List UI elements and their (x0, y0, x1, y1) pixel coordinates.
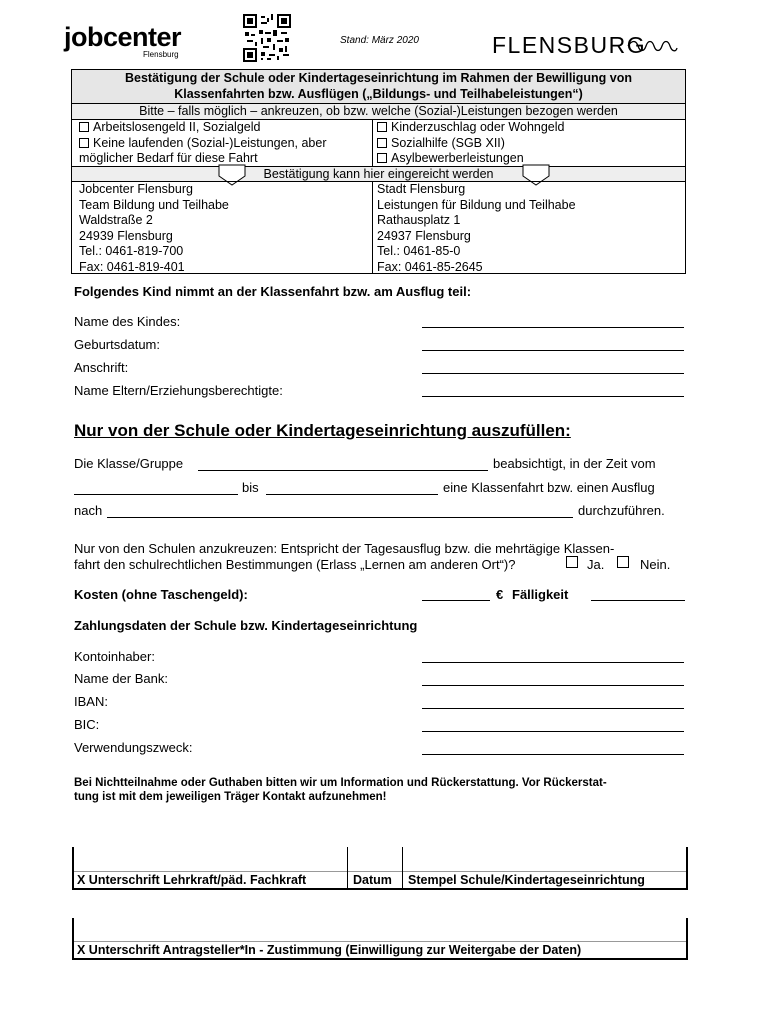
field-line-costs[interactable] (422, 600, 490, 601)
option-asyl[interactable]: Asylbewerberleistungen (377, 151, 565, 167)
applicant-signature-field[interactable]: X Unterschrift Antragsteller*In - Zustimmung (Einwilligung zur Weitergabe der Daten) (77, 943, 582, 957)
currency-label: € (496, 587, 504, 602)
option-alg2[interactable]: Arbeitslosengeld II, Sozialgeld (79, 120, 327, 136)
date-field[interactable]: Datum (353, 873, 392, 887)
tick-question-line2: fahrt den schulrechtlichen Bestimmungen (Erlass „Lernen am anderen Ort“)? (74, 557, 516, 572)
field-line-purpose[interactable] (422, 754, 684, 755)
teacher-signature-field[interactable]: X Unterschrift Lehrkraft/päd. Fachkraft (77, 873, 307, 887)
field-line-destination[interactable] (107, 517, 573, 518)
school-heading: Nur von der Schule oder Kindertageseinrichtung auszufüllen: (74, 421, 571, 440)
field-line-birthdate[interactable] (422, 350, 684, 351)
yes-label: Ja. (587, 557, 605, 572)
option-no-benefits[interactable]: Keine laufenden (Sozial-)Leistungen, aber (79, 136, 327, 152)
child-heading: Folgendes Kind nimmt an der Klassenfahrt bzw. am Ausflug teil: (74, 284, 472, 299)
flensburg-wave-icon (626, 36, 678, 56)
checkbox[interactable] (377, 153, 387, 163)
trip-label: eine Klassenfahrt bzw. einen Ausflug (443, 480, 655, 495)
due-label: Fälligkeit (512, 587, 569, 602)
yes-checkbox[interactable] (566, 556, 578, 568)
city-address: Stadt Flensburg Leistungen für Bildung und Teilhabe Rathausplatz 1 24937 Flensburg Tel.: 0461-85-0 Fax: 0461-85-2645 (377, 182, 576, 274)
payment-heading: Zahlungsdaten der Schule bzw. Kindertageseinrichtung (74, 618, 418, 633)
field-label-purpose: Verwendungszweck: (74, 740, 193, 755)
field-label-birthdate: Geburtsdatum: (74, 337, 160, 352)
right-options (377, 120, 565, 167)
no-checkbox[interactable] (617, 556, 629, 568)
field-line-parents[interactable] (422, 396, 684, 397)
field-label-iban: IBAN: (74, 694, 108, 709)
field-line-from[interactable] (74, 494, 238, 495)
field-line-name[interactable] (422, 327, 684, 328)
field-label-bic: BIC: (74, 717, 100, 732)
field-label-address: Anschrift: (74, 360, 129, 375)
checkbox[interactable] (79, 122, 89, 132)
bis-label: bis (242, 480, 259, 495)
flensburg-logo: FLENSBURG (492, 32, 647, 58)
field-label-parents: Name Eltern/Erziehungsberechtigte: (74, 383, 283, 398)
checkbox[interactable] (377, 122, 387, 132)
period-label: beabsichtigt, in der Zeit vom (493, 456, 656, 471)
checkbox[interactable] (377, 138, 387, 148)
box-subtitle: Bitte – falls möglich – ankreuzen, ob bzw. welche (Sozial-)Leistungen bezogen werden (72, 104, 685, 119)
option-sozialhilfe[interactable]: Sozialhilfe (SGB XII) (377, 136, 565, 152)
left-options (79, 120, 327, 167)
field-line-bic[interactable] (422, 731, 684, 732)
stamp-field[interactable]: Stempel Schule/Kindertageseinrichtung (408, 873, 645, 887)
destination-label: nach (74, 503, 103, 518)
class-label: Die Klasse/Gruppe (74, 456, 184, 471)
jobcenter-logo: jobcenter (64, 22, 182, 52)
version-date: Stand: März 2020 (340, 35, 419, 46)
jobcenter-address: Jobcenter Flensburg Team Bildung und Teilhabe Waldstraße 2 24939 Flensburg Tel.: 0461-819-700 Fax: 0461-819-401 (79, 182, 229, 274)
field-line-to[interactable] (266, 494, 438, 495)
no-label: Nein. (640, 557, 671, 572)
jobcenter-logo-subtitle: Flensburg (143, 50, 179, 59)
field-label-bank: Name der Bank: (74, 671, 168, 686)
field-line-address[interactable] (422, 373, 684, 374)
refund-notice: Bei Nichtteilnahme oder Guthaben bitten wir um Information und Rückerstattung. Vor Rückerstat- tung ist mit dem jeweiligen Träger Kontakt aufzunehmen! (74, 777, 607, 803)
tick-question-line1: Nur von den Schulen anzukreuzen: Entspricht der Tagesausflug bzw. die mehrtägige Klassen- (74, 541, 615, 556)
field-line-class[interactable] (198, 470, 488, 471)
field-line-iban[interactable] (422, 708, 684, 709)
field-label-name: Name des Kindes: (74, 314, 181, 329)
costs-label: Kosten (ohne Taschengeld): (74, 587, 248, 602)
box-title: Bestätigung der Schule oder Kindertageseinrichtung im Rahmen der Bewilligung von Klassenfahrten bzw. Ausflügen („Bildungs- und Teilhabeleistungen“) (72, 70, 685, 103)
perform-label: durchzuführen. (578, 503, 665, 518)
confirm-banner: Bestätigung kann hier eingereicht werden (72, 167, 685, 181)
field-label-holder: Kontoinhaber: (74, 649, 155, 664)
field-line-holder[interactable] (422, 662, 684, 663)
option-kinderzuschlag[interactable]: Kinderzuschlag oder Wohngeld (377, 120, 565, 136)
field-line-due[interactable] (591, 600, 685, 601)
qr-code-icon (243, 14, 291, 62)
option-no-benefits-cont: möglicher Bedarf für diese Fahrt (79, 151, 258, 165)
checkbox[interactable] (79, 138, 89, 148)
field-line-bank[interactable] (422, 685, 684, 686)
